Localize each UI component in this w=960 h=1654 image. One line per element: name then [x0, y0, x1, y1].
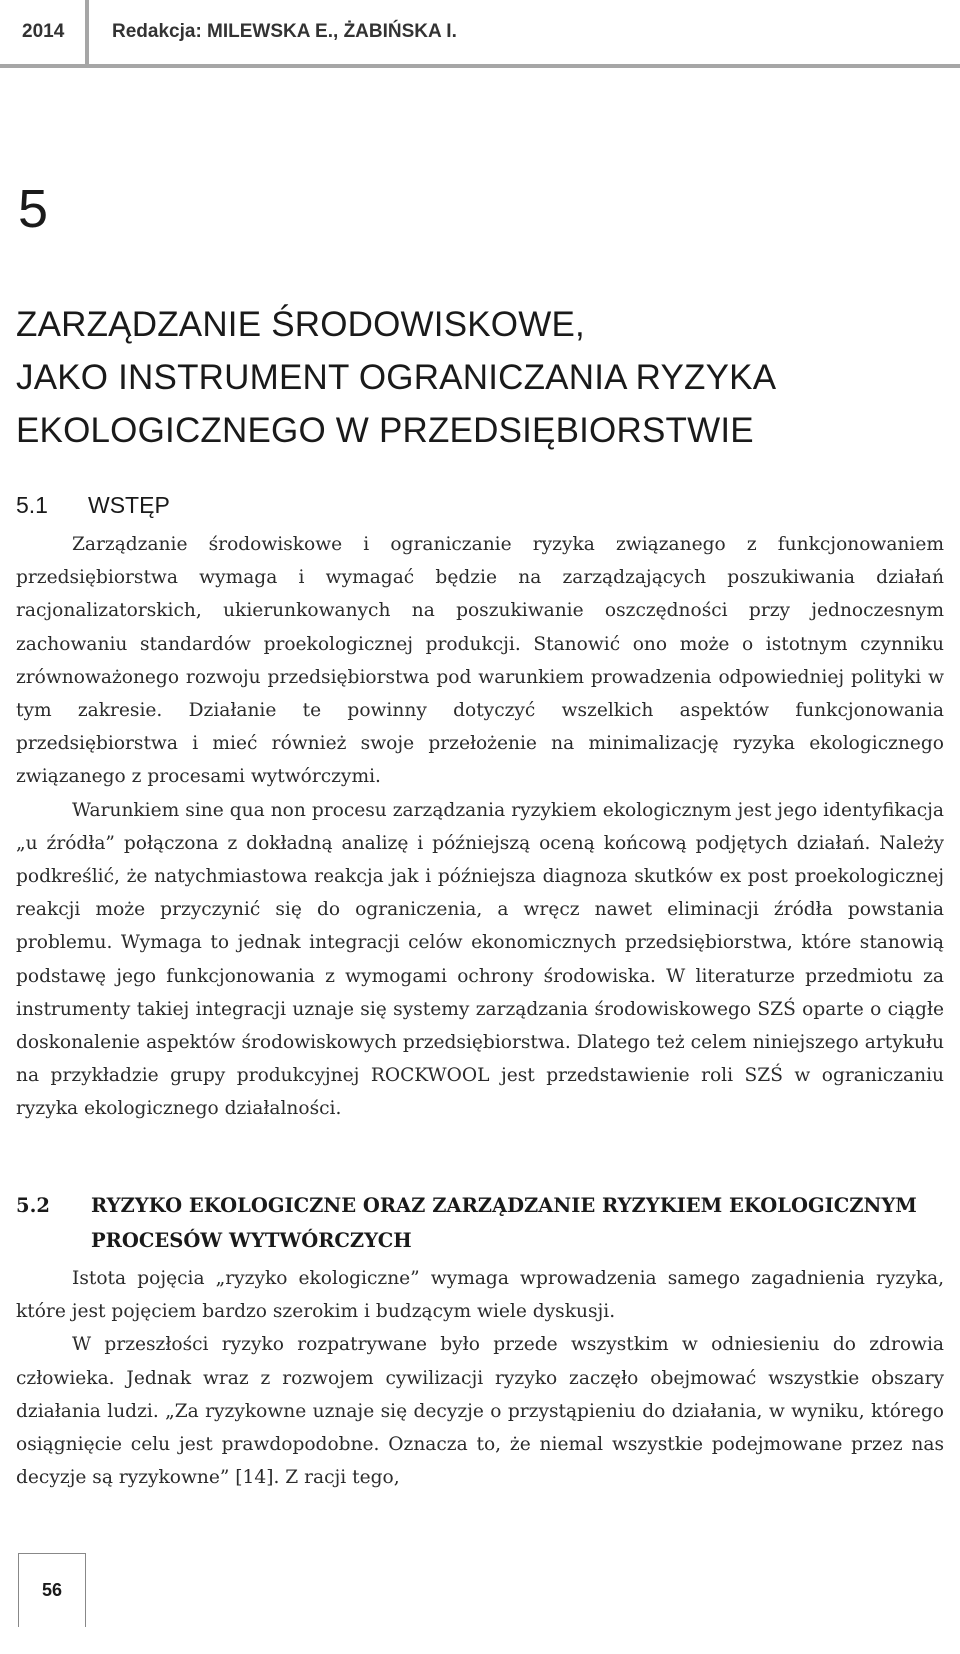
- page-header: [0, 0, 960, 68]
- chapter-title: [16, 298, 776, 457]
- section-body: [16, 528, 944, 1126]
- section-number: 5.1: [16, 492, 48, 518]
- section-body: [16, 1262, 944, 1494]
- section-number: 5.2: [16, 1194, 50, 1217]
- section-title: WSTĘP: [88, 492, 170, 518]
- chapter-title-line: EKOLOGICZNEGO W PRZEDSIĘBIORSTWIE: [16, 411, 754, 450]
- section-heading: [16, 492, 170, 519]
- section-title: RYZYKO EKOLOGICZNE ORAZ ZARZĄDZANIE RYZYKIEM EKOLOGICZNYM PROCESÓW WYTWÓRCZYCH: [91, 1194, 917, 1252]
- header-year: 2014: [22, 21, 65, 42]
- chapter-title-line: ZARZĄDZANIE ŚRODOWISKOWE,: [16, 305, 585, 344]
- chapter-title-line: JAKO INSTRUMENT OGRANICZANIA RYZYKA: [16, 358, 777, 397]
- header-divider-horizontal: [0, 64, 960, 68]
- chapter-number: 5: [18, 179, 49, 239]
- header-editors: Redakcja: MILEWSKA E., ŻABIŃSKA I.: [112, 21, 457, 42]
- page-number: 56: [18, 1553, 86, 1627]
- section-heading: [16, 1188, 944, 1258]
- paragraph: Zarządzanie środowiskowe i ograniczanie ryzyka związanego z funkcjonowaniem przedsiębiorstwa wymaga i wymagać będzie na zarządzających poszukiwania działań racjonalizatorskich, ukierunkowanych na poszukiwanie oszczędności przy jednoczesnym zachowaniu standardów proekologicznej produkcji. Stanowić ono może o istotnym czynniku zrównoważonego rozwoju przedsiębiorstwa pod warunkiem prowadzenia odpowiedniej polityki w tym zakresie. Działanie te powinny dotyczyć wszelkich aspektów funkcjonowania przedsiębiorstwa i mieć również swoje przełożenie na minimalizację ryzyka ekologicznego związanego z procesami wytwórczymi.: [16, 534, 944, 788]
- paragraph: Istota pojęcia „ryzyko ekologiczne” wymaga wprowadzenia samego zagadnienia ryzyka, które jest pojęciem bardzo szerokim i budzącym wiele dyskusji.: [16, 1268, 944, 1323]
- header-divider-vertical: [85, 0, 89, 68]
- paragraph: Warunkiem sine qua non procesu zarządzania ryzykiem ekologicznym jest jego identyfikacja „u źródła” połączona z dokładną analizę i późniejszą oceną końcową podjętych działań. Należy podkreślić, że natychmiastowa reakcja jak i późniejsza diagnoza skutków ex post proekologicznej reakcji może przyczynić się do ograniczenia, a wręcz nawet eliminacji źródła powstania problemu. Wymaga to jednak integracji celów ekonomicznych przedsiębiorstwa, które stanowią podstawę jego funkcjonowania z wymogami ochrony środowiska. W literaturze przedmiotu za instrumenty takiej integracji uznaje się systemy zarządzania środowiskowego SZŚ oparte o ciągłe doskonalenie aspektów środowiskowych przedsiębiorstwa. Dlatego też celem niniejszego artykułu na przykładzie grupy produkcyjnej ROCKWOOL jest przedstawienie roli SZŚ w ograniczaniu ryzyka ekologicznego działalności.: [16, 799, 944, 1120]
- paragraph: W przeszłości ryzyko rozpatrywane było przede wszystkim w odniesieniu do zdrowia człowieka. Jednak wraz z rozwojem cywilizacji ryzyko zaczęło obejmować wszystkie obszary działania ludzi. „Za ryzykowne uznaje się decyzje o przystąpieniu do działania, w wyniku, którego osiągnięcie celu jest prawdopodobne. Oznacza to, że niemal wszystkie podejmowane przez nas decyzje są ryzykowne” [14]. Z racji tego,: [16, 1334, 944, 1489]
